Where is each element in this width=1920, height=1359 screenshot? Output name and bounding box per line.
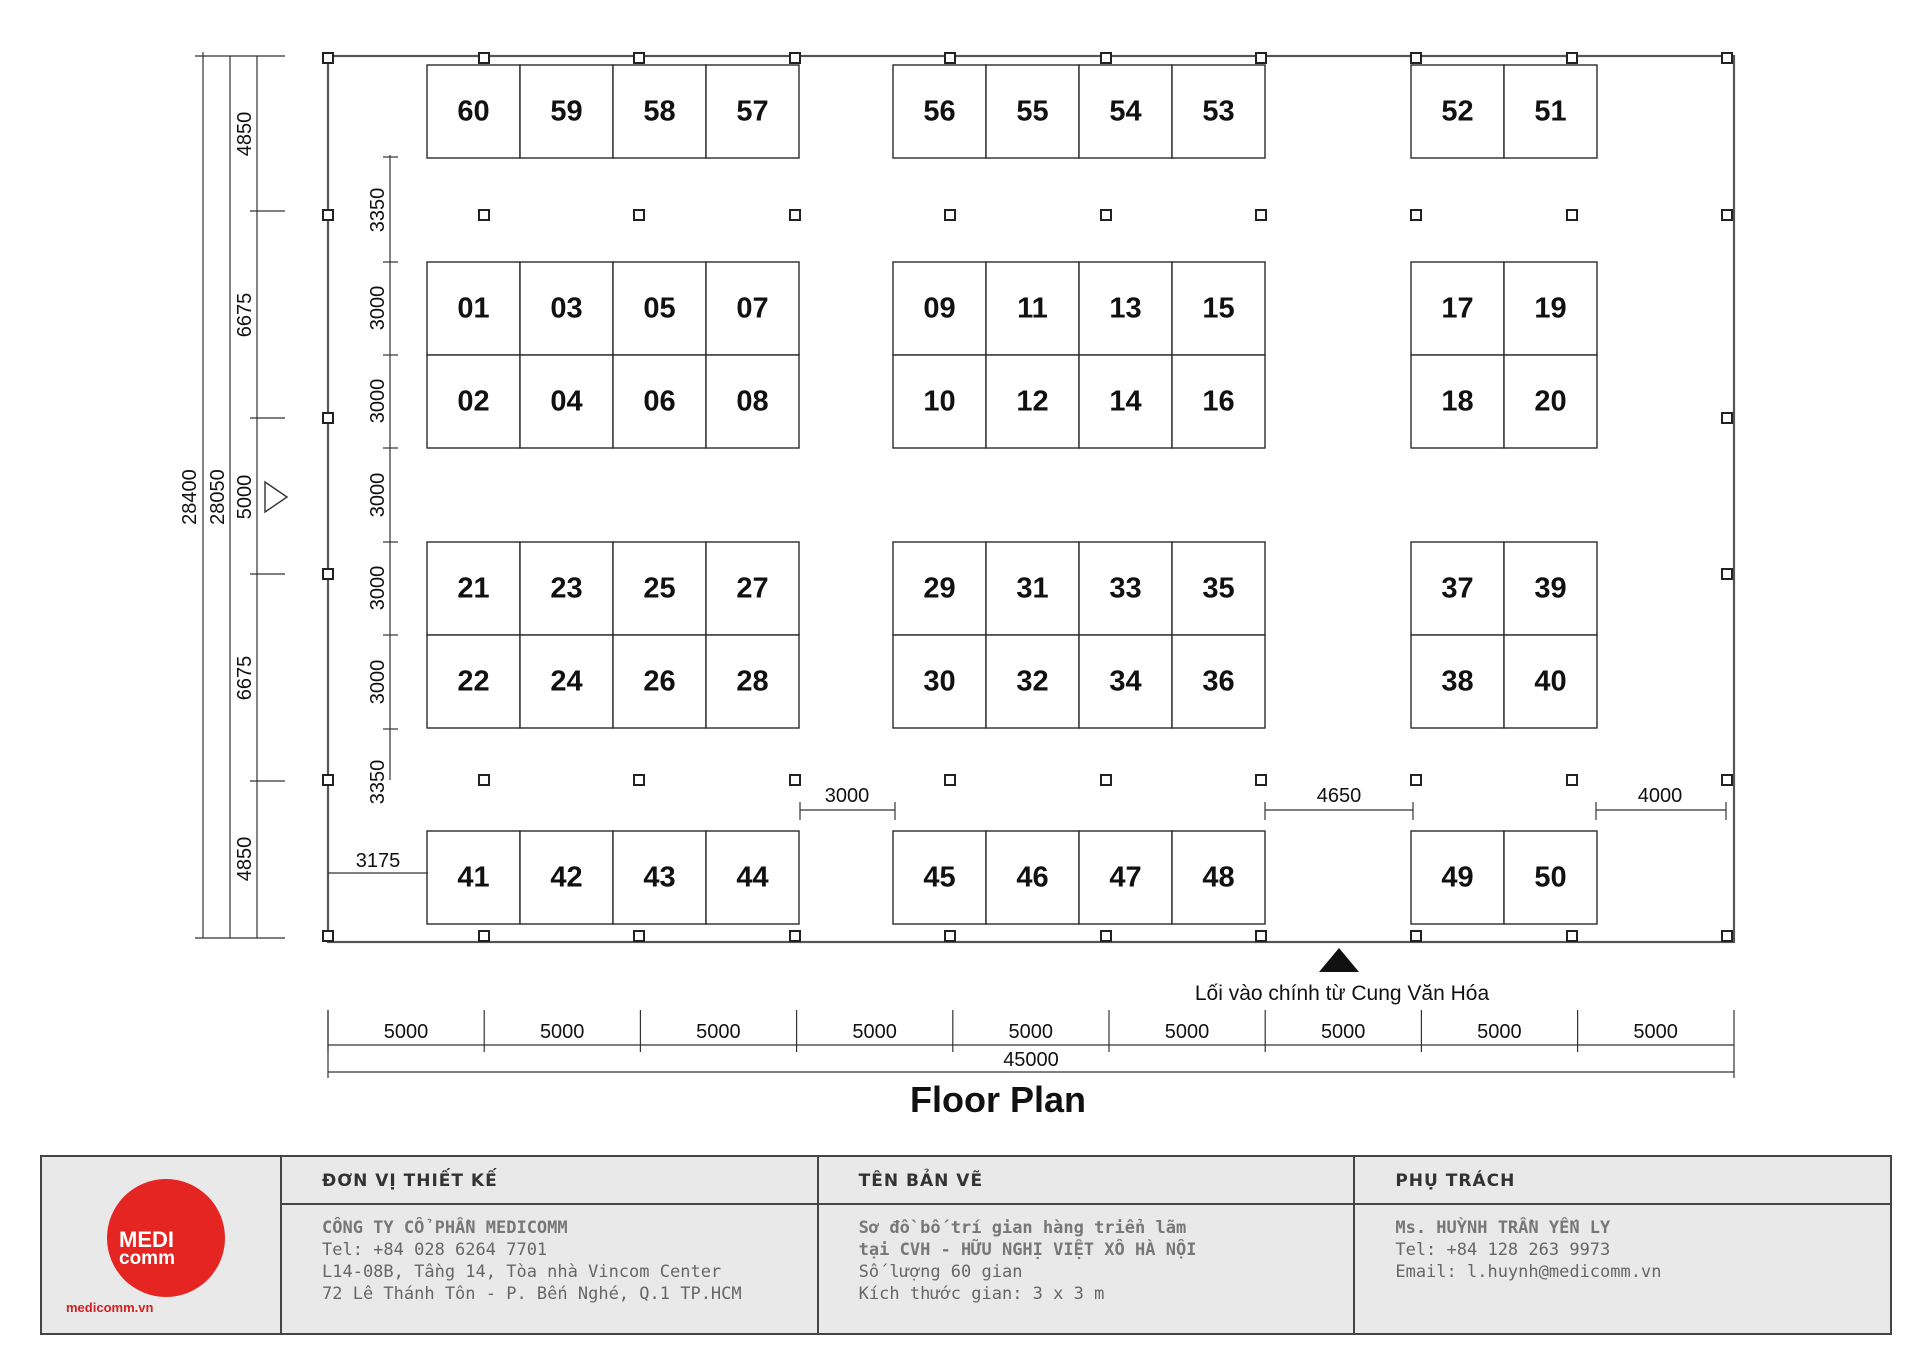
dim-label: 28400 [179, 469, 201, 525]
booth-number: 48 [1202, 861, 1235, 894]
contact-heading: PHỤ TRÁCH [1355, 1157, 1890, 1205]
dim-label: 3175 [355, 850, 401, 872]
booth-20 [1504, 355, 1597, 448]
column-marker [1567, 210, 1577, 220]
booth-size: Kích thước gian: 3 x 3 m [858, 1284, 1105, 1304]
structural-columns [323, 53, 1732, 941]
booth-47 [1079, 831, 1172, 924]
booth-23 [520, 542, 613, 635]
plan-title: Floor Plan [909, 1079, 1087, 1120]
booth-32 [986, 635, 1079, 728]
booth-58 [613, 65, 706, 158]
booth-number: 40 [1534, 665, 1567, 698]
booth-number: 53 [1202, 95, 1235, 128]
column-marker [634, 210, 644, 220]
span-label: 5000 [383, 1021, 429, 1043]
booth-number: 08 [736, 385, 769, 418]
column-marker [1567, 775, 1577, 785]
booth-number: 34 [1109, 665, 1142, 698]
booth-number: 33 [1109, 572, 1142, 605]
column-marker [634, 53, 644, 63]
booth-number: 28 [736, 665, 769, 698]
column-marker [1722, 931, 1732, 941]
booth-53 [1172, 65, 1265, 158]
dim-label: 6675 [234, 292, 256, 338]
designer-address2: 72 Lê Thánh Tôn - P. Bến Nghé, Q.1 TP.HCM [322, 1284, 742, 1304]
booth-37 [1411, 542, 1504, 635]
booth-13 [1079, 262, 1172, 355]
span-label: 5000 [696, 1021, 741, 1043]
booth-number: 30 [923, 665, 956, 698]
booth-number: 60 [457, 95, 490, 128]
booth-number: 47 [1109, 861, 1142, 894]
dim-label: 3000 [367, 565, 389, 611]
booth-number: 21 [457, 572, 490, 605]
booth-number: 57 [736, 95, 769, 128]
span-label: 5000 [1633, 1021, 1678, 1043]
booth-number: 23 [550, 572, 583, 605]
booth-40 [1504, 635, 1597, 728]
booth-number: 55 [1016, 95, 1049, 128]
dim-label: 4650 [1316, 785, 1362, 807]
column-marker [479, 210, 489, 220]
booth-number: 02 [457, 385, 490, 418]
logo-text-comm: comm [119, 1248, 175, 1269]
booth-number: 44 [736, 861, 769, 894]
booth-number: 12 [1016, 385, 1049, 418]
column-marker [479, 53, 489, 63]
booth-number: 59 [550, 95, 583, 128]
span-label: 5000 [1008, 1021, 1054, 1043]
dim-label: 3000 [367, 285, 389, 331]
booth-number: 39 [1534, 572, 1567, 605]
booth-41 [427, 831, 520, 924]
booth-number: 45 [923, 861, 956, 894]
logo-url: medicomm.vn [66, 1300, 154, 1315]
column-marker [945, 210, 955, 220]
contact-person: Ms. HUỲNH TRẦN YẾN LY [1395, 1218, 1611, 1238]
hall-outline [328, 56, 1734, 942]
booth-number: 01 [457, 292, 490, 325]
company-logo [42, 1157, 282, 1333]
booth-number: 36 [1202, 665, 1235, 698]
booth-25 [613, 542, 706, 635]
entrance-label: Lối vào chính từ Cung Văn Hóa [1194, 982, 1490, 1005]
booth-number: 06 [643, 385, 676, 418]
booth-54 [1079, 65, 1172, 158]
booth-number: 27 [736, 572, 769, 605]
dim-label: 3000 [367, 659, 389, 705]
booth-number: 24 [550, 665, 583, 698]
booth-42 [520, 831, 613, 924]
booth-49 [1411, 831, 1504, 924]
column-marker [1411, 210, 1421, 220]
booth-46 [986, 831, 1079, 924]
drawing-name-line2: tại CVH - HỮU NGHỊ VIỆT XÔ HÀ NỘI [858, 1240, 1197, 1260]
booth-number: 29 [923, 572, 956, 605]
bottom-dimensions [328, 1010, 1734, 1078]
column-marker [1101, 210, 1111, 220]
column-marker [479, 775, 489, 785]
booth-number: 52 [1441, 95, 1474, 128]
total-width-label: 45000 [1003, 1049, 1059, 1071]
booth-number: 10 [923, 385, 956, 418]
booth-number: 20 [1534, 385, 1567, 418]
column-marker [1722, 569, 1732, 579]
booth-15 [1172, 262, 1265, 355]
column-marker [790, 931, 800, 941]
booth-03 [520, 262, 613, 355]
booth-number: 25 [643, 572, 676, 605]
dim-label: 3000 [824, 785, 870, 807]
booth-number: 58 [643, 95, 676, 128]
column-marker [1722, 775, 1732, 785]
booth-30 [893, 635, 986, 728]
column-marker [323, 775, 333, 785]
column-marker [634, 931, 644, 941]
span-label: 5000 [539, 1021, 585, 1043]
booth-number: 03 [550, 292, 583, 325]
column-marker [323, 53, 333, 63]
booth-48 [1172, 831, 1265, 924]
booth-number: 49 [1441, 861, 1474, 894]
designer-company: CÔNG TY CỔ PHẦN MEDICOMM [322, 1218, 568, 1238]
booth-35 [1172, 542, 1265, 635]
booth-number: 38 [1441, 665, 1474, 698]
booth-17 [1411, 262, 1504, 355]
column-marker [1411, 775, 1421, 785]
booth-56 [893, 65, 986, 158]
booth-number: 17 [1441, 292, 1474, 325]
booth-08 [706, 355, 799, 448]
booth-number: 31 [1016, 572, 1049, 605]
booth-number: 41 [457, 861, 490, 894]
title-block [40, 1155, 1892, 1335]
booth-04 [520, 355, 613, 448]
booth-33 [1079, 542, 1172, 635]
column-marker [323, 569, 333, 579]
designer-heading: ĐƠN VỊ THIẾT KẾ [282, 1157, 817, 1205]
column-marker [1567, 931, 1577, 941]
booth-02 [427, 355, 520, 448]
column-marker [1256, 775, 1266, 785]
dim-label: 5000 [234, 474, 256, 520]
booth-number: 46 [1016, 861, 1049, 894]
booth-number: 37 [1441, 572, 1474, 605]
booth-09 [893, 262, 986, 355]
logo-text-medi: MEDI [119, 1227, 174, 1252]
contact-section [1355, 1157, 1890, 1333]
span-label: 5000 [852, 1021, 897, 1043]
booth-number: 42 [550, 861, 583, 894]
dim-label: 6675 [234, 655, 256, 701]
booth-50 [1504, 831, 1597, 924]
column-marker [945, 775, 955, 785]
booth-11 [986, 262, 1079, 355]
booth-number: 13 [1109, 292, 1142, 325]
drawing-heading: TÊN BẢN VẼ [819, 1157, 1354, 1205]
column-marker [1256, 931, 1266, 941]
column-marker [1411, 53, 1421, 63]
booth-number: 16 [1202, 385, 1235, 418]
column-marker [1101, 53, 1111, 63]
booth-07 [706, 262, 799, 355]
booth-26 [613, 635, 706, 728]
booth-57 [706, 65, 799, 158]
column-marker [1256, 210, 1266, 220]
main-entrance-marker [1319, 948, 1359, 972]
dim-label: 28050 [207, 469, 229, 525]
column-marker [945, 53, 955, 63]
side-entrance-marker [265, 482, 287, 512]
column-marker [1722, 53, 1732, 63]
booth-28 [706, 635, 799, 728]
column-marker [1101, 931, 1111, 941]
column-marker [790, 53, 800, 63]
dim-label: 3350 [367, 759, 389, 805]
booth-22 [427, 635, 520, 728]
column-marker [323, 931, 333, 941]
booth-06 [613, 355, 706, 448]
booth-18 [1411, 355, 1504, 448]
column-marker [790, 210, 800, 220]
dim-label: 4850 [234, 111, 256, 157]
booth-55 [986, 65, 1079, 158]
booth-number: 11 [1017, 292, 1048, 325]
drawing-section [819, 1157, 1356, 1333]
column-marker [1411, 931, 1421, 941]
booth-05 [613, 262, 706, 355]
booth-12 [986, 355, 1079, 448]
dim-label: 4000 [1637, 785, 1683, 807]
booth-01 [427, 262, 520, 355]
booth-number: 56 [923, 95, 956, 128]
span-label: 5000 [1320, 1021, 1366, 1043]
booth-number: 15 [1202, 292, 1235, 325]
booth-51 [1504, 65, 1597, 158]
span-label: 5000 [1477, 1021, 1522, 1043]
column-marker [945, 931, 955, 941]
column-marker [323, 210, 333, 220]
booth-number: 50 [1534, 861, 1567, 894]
booth-number: 04 [550, 385, 583, 418]
booth-31 [986, 542, 1079, 635]
booth-number: 51 [1534, 95, 1567, 128]
booth-29 [893, 542, 986, 635]
contact-tel: Tel: +84 128 263 9973 [1395, 1240, 1611, 1260]
booth-59 [520, 65, 613, 158]
booth-27 [706, 542, 799, 635]
booth-number: 09 [923, 292, 956, 325]
dim-label: 3350 [367, 187, 389, 233]
drawing-name-line1: Sơ đồ bố trí gian hàng triển lãm [858, 1218, 1187, 1238]
column-marker [323, 413, 333, 423]
booth-21 [427, 542, 520, 635]
booth-36 [1172, 635, 1265, 728]
booth-43 [613, 831, 706, 924]
column-marker [1256, 53, 1266, 63]
booth-60 [427, 65, 520, 158]
column-marker [1722, 413, 1732, 423]
designer-section [282, 1157, 819, 1333]
booth-number: 35 [1202, 572, 1235, 605]
booth-number: 43 [643, 861, 676, 894]
booth-number: 18 [1441, 385, 1474, 418]
dim-label: 3000 [367, 472, 389, 518]
column-marker [790, 775, 800, 785]
booth-number: 07 [736, 292, 769, 325]
column-marker [479, 931, 489, 941]
booth-16 [1172, 355, 1265, 448]
booth-52 [1411, 65, 1504, 158]
booth-24 [520, 635, 613, 728]
booth-number: 19 [1534, 292, 1567, 325]
booth-grid [427, 65, 1597, 924]
booth-number: 26 [643, 665, 676, 698]
column-marker [634, 775, 644, 785]
booth-10 [893, 355, 986, 448]
dim-label: 3000 [367, 378, 389, 424]
booth-19 [1504, 262, 1597, 355]
column-marker [1101, 775, 1111, 785]
designer-address1: L14-08B, Tầng 14, Tòa nhà Vincom Center [322, 1262, 722, 1282]
dim-label: 4850 [234, 836, 256, 882]
booth-number: 14 [1109, 385, 1142, 418]
booth-38 [1411, 635, 1504, 728]
booth-count: Số lượng 60 gian [858, 1262, 1023, 1282]
booth-44 [706, 831, 799, 924]
booth-number: 54 [1109, 95, 1142, 128]
booth-39 [1504, 542, 1597, 635]
column-marker [1567, 53, 1577, 63]
column-marker [1722, 210, 1732, 220]
booth-number: 05 [643, 292, 676, 325]
span-label: 5000 [1164, 1021, 1210, 1043]
booth-34 [1079, 635, 1172, 728]
booth-number: 22 [457, 665, 490, 698]
designer-tel: Tel: +84 028 6264 7701 [322, 1240, 548, 1260]
contact-email: Email: l.huynh@medicomm.vn [1395, 1262, 1662, 1282]
booth-45 [893, 831, 986, 924]
booth-14 [1079, 355, 1172, 448]
booth-number: 32 [1016, 665, 1049, 698]
logo-circle [107, 1179, 225, 1297]
